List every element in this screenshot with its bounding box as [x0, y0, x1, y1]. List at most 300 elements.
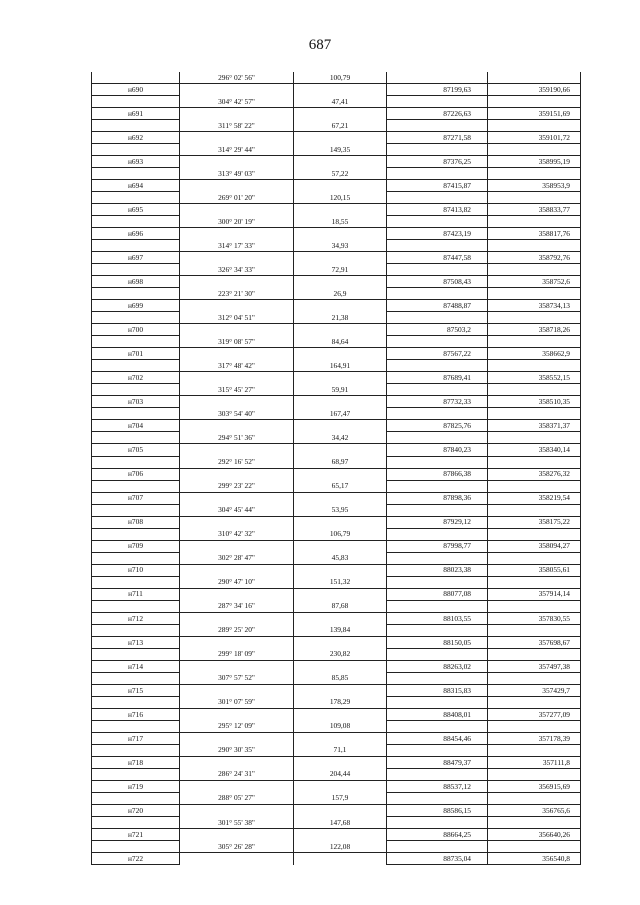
distance-cell: 100,79: [294, 72, 387, 84]
x-coordinate-cell: [387, 120, 488, 132]
segment-row: [92, 192, 581, 204]
direction-angle-cell: 310° 42' 32": [180, 528, 294, 540]
direction-angle-cell: [180, 180, 294, 192]
distance-cell: [294, 252, 387, 264]
segment-row: [92, 720, 581, 732]
point-row: [92, 132, 581, 144]
direction-angle-cell: 307° 57' 52": [180, 672, 294, 684]
point-row: [92, 396, 581, 408]
x-coordinate-cell: [387, 504, 488, 516]
direction-angle-cell: [180, 732, 294, 744]
x-coordinate-cell: 88150,05: [387, 636, 488, 648]
point-cell: н690: [92, 84, 180, 96]
direction-angle-cell: 305° 26' 28": [180, 841, 294, 853]
y-coordinate-cell: 357277,09: [488, 708, 581, 720]
point-cell: [92, 696, 180, 708]
y-coordinate-cell: 358219,54: [488, 492, 581, 504]
point-cell: [92, 672, 180, 684]
y-coordinate-cell: [488, 384, 581, 396]
distance-cell: [294, 324, 387, 336]
distance-cell: [294, 156, 387, 168]
y-coordinate-cell: [488, 624, 581, 636]
point-row: [92, 300, 581, 312]
segment-row: [92, 841, 581, 853]
y-coordinate-cell: 358953,9: [488, 180, 581, 192]
distance-cell: [294, 468, 387, 480]
x-coordinate-cell: 88315,83: [387, 684, 488, 696]
distance-cell: 57,22: [294, 168, 387, 180]
y-coordinate-cell: [488, 744, 581, 756]
direction-angle-cell: [180, 804, 294, 816]
x-coordinate-cell: 87840,23: [387, 444, 488, 456]
x-coordinate-cell: 87415,87: [387, 180, 488, 192]
point-cell: н719: [92, 780, 180, 792]
y-coordinate-cell: 359190,66: [488, 84, 581, 96]
point-row: [92, 588, 581, 600]
x-coordinate-cell: [387, 408, 488, 420]
y-coordinate-cell: [488, 456, 581, 468]
point-cell: н717: [92, 732, 180, 744]
direction-angle-cell: [180, 564, 294, 576]
direction-angle-cell: 299° 18' 09": [180, 648, 294, 660]
x-coordinate-cell: [387, 168, 488, 180]
distance-cell: 122,08: [294, 841, 387, 853]
distance-cell: [294, 300, 387, 312]
segment-row: [92, 360, 581, 372]
segment-row: [92, 672, 581, 684]
direction-angle-cell: 319° 08' 57": [180, 336, 294, 348]
y-coordinate-cell: 358371,37: [488, 420, 581, 432]
point-cell: н698: [92, 276, 180, 288]
point-cell: н706: [92, 468, 180, 480]
x-coordinate-cell: [387, 720, 488, 732]
distance-cell: [294, 348, 387, 360]
y-coordinate-cell: [488, 504, 581, 516]
y-coordinate-cell: 358752,6: [488, 276, 581, 288]
direction-angle-cell: 315° 45' 27": [180, 384, 294, 396]
x-coordinate-cell: [387, 240, 488, 252]
direction-angle-cell: 311° 58' 22": [180, 120, 294, 132]
distance-cell: 34,42: [294, 432, 387, 444]
point-cell: [92, 216, 180, 228]
segment-row: [92, 480, 581, 492]
direction-angle-cell: [180, 468, 294, 480]
point-cell: н711: [92, 588, 180, 600]
point-row: [92, 708, 581, 720]
x-coordinate-cell: [387, 360, 488, 372]
y-coordinate-cell: [488, 528, 581, 540]
x-coordinate-cell: [387, 192, 488, 204]
direction-angle-cell: 314° 17' 33": [180, 240, 294, 252]
direction-angle-cell: 301° 55' 38": [180, 816, 294, 828]
y-coordinate-cell: [488, 360, 581, 372]
y-coordinate-cell: 358734,13: [488, 300, 581, 312]
direction-angle-cell: [180, 396, 294, 408]
distance-cell: [294, 132, 387, 144]
distance-cell: 34,93: [294, 240, 387, 252]
distance-cell: 149,35: [294, 144, 387, 156]
x-coordinate-cell: [387, 576, 488, 588]
y-coordinate-cell: [488, 288, 581, 300]
y-coordinate-cell: 358552,15: [488, 372, 581, 384]
point-cell: н701: [92, 348, 180, 360]
x-coordinate-cell: 87567,22: [387, 348, 488, 360]
direction-angle-cell: [180, 324, 294, 336]
distance-cell: 164,91: [294, 360, 387, 372]
y-coordinate-cell: [488, 240, 581, 252]
x-coordinate-cell: [387, 744, 488, 756]
x-coordinate-cell: [387, 552, 488, 564]
x-coordinate-cell: 87423,19: [387, 228, 488, 240]
direction-angle-cell: 292° 16' 52": [180, 456, 294, 468]
point-cell: [92, 624, 180, 636]
distance-cell: 21,38: [294, 312, 387, 324]
point-row: [92, 204, 581, 216]
x-coordinate-cell: [387, 792, 488, 804]
coordinates-table: [91, 72, 581, 865]
distance-cell: [294, 732, 387, 744]
distance-cell: 71,1: [294, 744, 387, 756]
x-coordinate-cell: 87508,43: [387, 276, 488, 288]
distance-cell: 120,15: [294, 192, 387, 204]
point-cell: [92, 360, 180, 372]
y-coordinate-cell: 358094,27: [488, 540, 581, 552]
distance-cell: [294, 516, 387, 528]
direction-angle-cell: 326° 34' 33": [180, 264, 294, 276]
x-coordinate-cell: 87199,63: [387, 84, 488, 96]
direction-angle-cell: [180, 348, 294, 360]
point-cell: [92, 408, 180, 420]
point-row: [92, 348, 581, 360]
distance-cell: 84,64: [294, 336, 387, 348]
direction-angle-cell: 294° 51' 36": [180, 432, 294, 444]
point-cell: н692: [92, 132, 180, 144]
direction-angle-cell: [180, 492, 294, 504]
y-coordinate-cell: 358792,76: [488, 252, 581, 264]
direction-angle-cell: 317° 48' 42": [180, 360, 294, 372]
x-coordinate-cell: [387, 216, 488, 228]
direction-angle-cell: 286° 24' 31": [180, 768, 294, 780]
distance-cell: [294, 204, 387, 216]
distance-cell: 67,21: [294, 120, 387, 132]
direction-angle-cell: 304° 42' 57": [180, 96, 294, 108]
point-cell: н713: [92, 636, 180, 648]
y-coordinate-cell: 357914,14: [488, 588, 581, 600]
x-coordinate-cell: 87898,36: [387, 492, 488, 504]
distance-cell: 59,91: [294, 384, 387, 396]
y-coordinate-cell: [488, 336, 581, 348]
segment-row: [92, 144, 581, 156]
x-coordinate-cell: [387, 696, 488, 708]
point-cell: н710: [92, 564, 180, 576]
distance-cell: 167,47: [294, 408, 387, 420]
distance-cell: 68,97: [294, 456, 387, 468]
distance-cell: 178,29: [294, 696, 387, 708]
point-cell: [92, 432, 180, 444]
segment-row: [92, 72, 581, 84]
y-coordinate-cell: 358510,35: [488, 396, 581, 408]
distance-cell: 45,83: [294, 552, 387, 564]
point-cell: [92, 600, 180, 612]
x-coordinate-cell: [387, 288, 488, 300]
direction-angle-cell: [180, 228, 294, 240]
direction-angle-cell: [180, 252, 294, 264]
direction-angle-cell: [180, 204, 294, 216]
point-row: [92, 420, 581, 432]
segment-row: [92, 576, 581, 588]
distance-cell: [294, 228, 387, 240]
segment-row: [92, 624, 581, 636]
y-coordinate-cell: [488, 576, 581, 588]
x-coordinate-cell: 88077,08: [387, 588, 488, 600]
segment-row: [92, 408, 581, 420]
y-coordinate-cell: [488, 264, 581, 276]
point-cell: [92, 480, 180, 492]
direction-angle-cell: 303° 54' 40": [180, 408, 294, 420]
distance-cell: 53,95: [294, 504, 387, 516]
point-cell: [92, 144, 180, 156]
segment-row: [92, 768, 581, 780]
distance-cell: [294, 540, 387, 552]
segment-row: [92, 648, 581, 660]
point-row: [92, 372, 581, 384]
x-coordinate-cell: 87271,58: [387, 132, 488, 144]
direction-angle-cell: 302° 28' 47": [180, 552, 294, 564]
y-coordinate-cell: 358662,9: [488, 348, 581, 360]
y-coordinate-cell: 357429,7: [488, 684, 581, 696]
point-row: [92, 228, 581, 240]
y-coordinate-cell: [488, 192, 581, 204]
point-cell: н699: [92, 300, 180, 312]
point-cell: [92, 264, 180, 276]
distance-cell: 147,68: [294, 816, 387, 828]
distance-cell: 139,84: [294, 624, 387, 636]
distance-cell: [294, 108, 387, 120]
distance-cell: 47,41: [294, 96, 387, 108]
segment-row: [92, 96, 581, 108]
segment-row: [92, 384, 581, 396]
x-coordinate-cell: [387, 480, 488, 492]
x-coordinate-cell: 88735,04: [387, 853, 488, 865]
x-coordinate-cell: [387, 336, 488, 348]
point-cell: [92, 168, 180, 180]
y-coordinate-cell: [488, 816, 581, 828]
x-coordinate-cell: 88263,02: [387, 660, 488, 672]
point-cell: [92, 456, 180, 468]
distance-cell: [294, 588, 387, 600]
x-coordinate-cell: 88454,46: [387, 732, 488, 744]
segment-row: [92, 432, 581, 444]
y-coordinate-cell: 358340,14: [488, 444, 581, 456]
y-coordinate-cell: 358055,61: [488, 564, 581, 576]
y-coordinate-cell: [488, 720, 581, 732]
segment-row: [92, 168, 581, 180]
y-coordinate-cell: [488, 72, 581, 84]
x-coordinate-cell: [387, 96, 488, 108]
point-cell: [92, 552, 180, 564]
point-row: [92, 468, 581, 480]
segment-row: [92, 288, 581, 300]
point-cell: н703: [92, 396, 180, 408]
x-coordinate-cell: 88664,25: [387, 828, 488, 840]
distance-cell: [294, 708, 387, 720]
y-coordinate-cell: [488, 408, 581, 420]
y-coordinate-cell: 358833,77: [488, 204, 581, 216]
point-cell: н693: [92, 156, 180, 168]
y-coordinate-cell: [488, 432, 581, 444]
y-coordinate-cell: 358817,76: [488, 228, 581, 240]
x-coordinate-cell: 87689,41: [387, 372, 488, 384]
y-coordinate-cell: [488, 696, 581, 708]
point-cell: н705: [92, 444, 180, 456]
segment-row: [92, 456, 581, 468]
direction-angle-cell: [180, 660, 294, 672]
point-row: [92, 444, 581, 456]
point-row: [92, 660, 581, 672]
x-coordinate-cell: 88586,15: [387, 804, 488, 816]
distance-cell: [294, 492, 387, 504]
direction-angle-cell: 313° 49' 03": [180, 168, 294, 180]
direction-angle-cell: [180, 780, 294, 792]
point-cell: н700: [92, 324, 180, 336]
x-coordinate-cell: 88103,55: [387, 612, 488, 624]
direction-angle-cell: 299° 23' 22": [180, 480, 294, 492]
y-coordinate-cell: [488, 96, 581, 108]
point-cell: н697: [92, 252, 180, 264]
segment-row: [92, 312, 581, 324]
x-coordinate-cell: [387, 768, 488, 780]
x-coordinate-cell: 87447,58: [387, 252, 488, 264]
y-coordinate-cell: [488, 768, 581, 780]
distance-cell: 106,79: [294, 528, 387, 540]
point-cell: н707: [92, 492, 180, 504]
distance-cell: 109,08: [294, 720, 387, 732]
direction-angle-cell: [180, 853, 294, 865]
segment-row: [92, 240, 581, 252]
point-cell: [92, 528, 180, 540]
y-coordinate-cell: [488, 600, 581, 612]
y-coordinate-cell: 358718,26: [488, 324, 581, 336]
page-number: 687: [308, 37, 332, 53]
x-coordinate-cell: [387, 672, 488, 684]
y-coordinate-cell: 356640,26: [488, 828, 581, 840]
point-cell: н708: [92, 516, 180, 528]
point-cell: [92, 312, 180, 324]
x-coordinate-cell: [387, 600, 488, 612]
point-cell: [92, 792, 180, 804]
y-coordinate-cell: [488, 648, 581, 660]
point-row: [92, 180, 581, 192]
direction-angle-cell: 290° 47' 10": [180, 576, 294, 588]
x-coordinate-cell: 87488,87: [387, 300, 488, 312]
distance-cell: [294, 636, 387, 648]
point-row: [92, 756, 581, 768]
direction-angle-cell: 304° 45' 44": [180, 504, 294, 516]
distance-cell: [294, 804, 387, 816]
point-row: [92, 780, 581, 792]
point-cell: н722: [92, 853, 180, 865]
distance-cell: 18,55: [294, 216, 387, 228]
y-coordinate-cell: 356765,6: [488, 804, 581, 816]
direction-angle-cell: 312° 04' 51": [180, 312, 294, 324]
y-coordinate-cell: [488, 120, 581, 132]
x-coordinate-cell: 87413,82: [387, 204, 488, 216]
point-row: [92, 684, 581, 696]
point-row: [92, 492, 581, 504]
direction-angle-cell: 300° 20' 19": [180, 216, 294, 228]
point-cell: [92, 744, 180, 756]
direction-angle-cell: 287° 34' 16": [180, 600, 294, 612]
y-coordinate-cell: [488, 480, 581, 492]
point-cell: н702: [92, 372, 180, 384]
x-coordinate-cell: [387, 648, 488, 660]
point-cell: [92, 96, 180, 108]
point-cell: [92, 648, 180, 660]
direction-angle-cell: [180, 708, 294, 720]
x-coordinate-cell: [387, 144, 488, 156]
x-coordinate-cell: 88023,38: [387, 564, 488, 576]
distance-cell: [294, 372, 387, 384]
x-coordinate-cell: 88537,12: [387, 780, 488, 792]
point-row: [92, 252, 581, 264]
point-cell: н712: [92, 612, 180, 624]
x-coordinate-cell: 87503,2: [387, 324, 488, 336]
distance-cell: [294, 853, 387, 865]
direction-angle-cell: [180, 828, 294, 840]
point-cell: [92, 120, 180, 132]
segment-row: [92, 816, 581, 828]
x-coordinate-cell: [387, 432, 488, 444]
x-coordinate-cell: [387, 312, 488, 324]
y-coordinate-cell: 357497,38: [488, 660, 581, 672]
point-cell: [92, 768, 180, 780]
y-coordinate-cell: [488, 841, 581, 853]
distance-cell: 72,91: [294, 264, 387, 276]
direction-angle-cell: [180, 684, 294, 696]
segment-row: [92, 744, 581, 756]
direction-angle-cell: [180, 588, 294, 600]
direction-angle-cell: 288° 05' 27": [180, 792, 294, 804]
x-coordinate-cell: [387, 624, 488, 636]
coordinates-table-body: [92, 72, 581, 865]
point-cell: [92, 720, 180, 732]
direction-angle-cell: [180, 516, 294, 528]
point-row: [92, 540, 581, 552]
distance-cell: [294, 564, 387, 576]
x-coordinate-cell: 87732,33: [387, 396, 488, 408]
direction-angle-cell: 301° 07' 59": [180, 696, 294, 708]
point-row: [92, 108, 581, 120]
point-row: [92, 84, 581, 96]
point-cell: н709: [92, 540, 180, 552]
distance-cell: [294, 612, 387, 624]
y-coordinate-cell: 358175,22: [488, 516, 581, 528]
direction-angle-cell: 314° 29' 44": [180, 144, 294, 156]
y-coordinate-cell: 358276,32: [488, 468, 581, 480]
y-coordinate-cell: 357698,67: [488, 636, 581, 648]
x-coordinate-cell: 87226,63: [387, 108, 488, 120]
y-coordinate-cell: 357178,39: [488, 732, 581, 744]
distance-cell: 26,9: [294, 288, 387, 300]
distance-cell: [294, 84, 387, 96]
distance-cell: [294, 276, 387, 288]
x-coordinate-cell: [387, 264, 488, 276]
y-coordinate-cell: 357830,55: [488, 612, 581, 624]
segment-row: [92, 696, 581, 708]
distance-cell: 85,85: [294, 672, 387, 684]
point-cell: [92, 288, 180, 300]
point-cell: [92, 841, 180, 853]
